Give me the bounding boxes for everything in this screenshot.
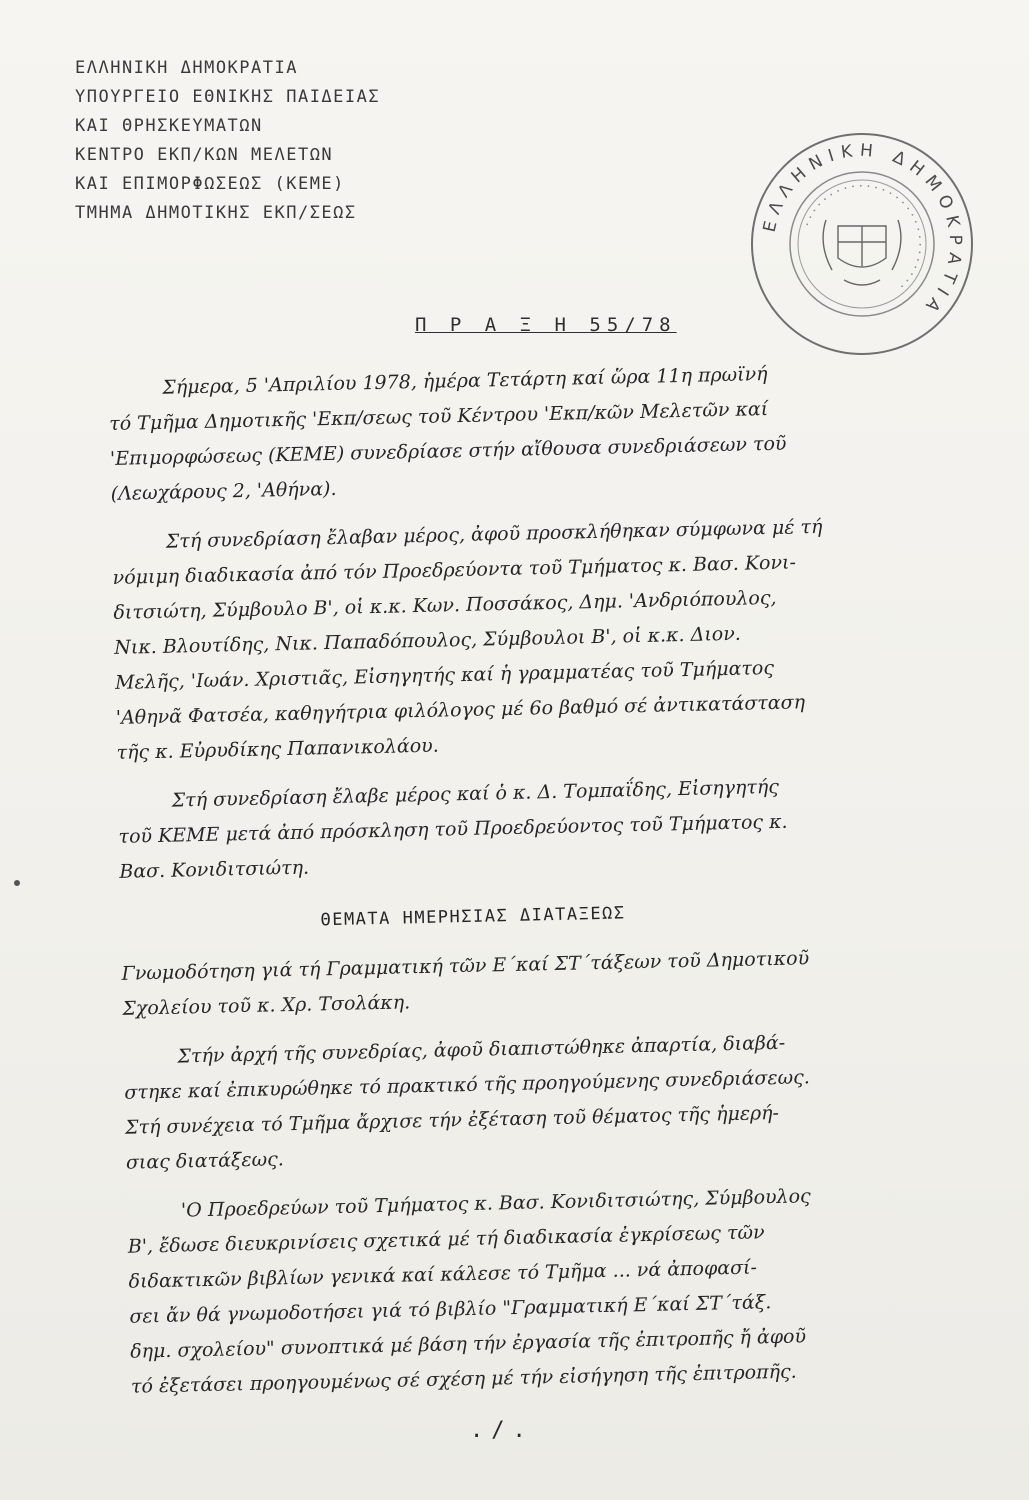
- text-line: δημ. σχολείου" συνοπτικά μέ βάση τήν ἐργασία τῆς ἐπιτροπῆς ἤ ἀφοῦ: [129, 1325, 807, 1363]
- paragraph-quorum: [123, 1021, 1016, 1181]
- margin-dot: [14, 880, 20, 886]
- text-line: τῆς κ. Εὐρυδίκης Παπανικολάου.: [116, 734, 439, 764]
- letterhead-line: ΤΜΗΜΑ ΔΗΜΟΤΙΚΗΣ ΕΚΠ/ΣΕΩΣ: [75, 203, 357, 223]
- text-line: 'Ο Προεδρεύων τοῦ Τμήματος κ. Βασ. Κονιδιτσιώτης, Σύμβουλος: [180, 1185, 811, 1222]
- text-line: νόμιμη διαδικασία ἀπό τόν Προεδρεύοντα τοῦ Τμήματος κ. Βασ. Κονι-: [112, 551, 797, 589]
- text-line: τοῦ ΚΕΜΕ μετά ἀπό πρόσκληση τοῦ Προεδρεύοντος τοῦ Τμήματος κ.: [118, 810, 788, 848]
- text-line: Σχολείου τοῦ κ. Χρ. Τσολάκη.: [122, 991, 411, 1020]
- letterhead-line: ΚΑΙ ΕΠΙΜΟΡΦΩΣΕΩΣ (ΚΕΜΕ): [75, 174, 345, 194]
- text-line: στηκε καί ἐπικυρώθηκε τό πρακτικό τῆς προηγούμενης συνεδριάσεως.: [124, 1066, 810, 1104]
- text-line: Στή συνεδρίαση ἔλαβαν μέρος, ἀφοῦ προσκλήθηκαν σύμφωνα μέ τή: [165, 515, 823, 553]
- paragraph-guest: [117, 765, 1009, 890]
- text-line: 'Αθηνᾶ Φατσέα, καθηγήτρια φιλόλογος μέ 6ο βαθμό σέ ἀντικατάσταση: [115, 691, 806, 729]
- letterhead-line: ΥΠΟΥΡΓΕΙΟ ΕΘΝΙΚΗΣ ΠΑΙΔΕΙΑΣ: [75, 87, 381, 107]
- agenda-heading: ΘΕΜΑΤΑ ΗΜΕΡΗΣΙΑΣ ΔΙΑΤΑΞΕΩΣ: [320, 903, 626, 931]
- letterhead: [75, 56, 495, 230]
- text-line: διδακτικῶν βιβλίων γενικά καί κάλεσε τό Τμῆμα ... νά ἀποφασί-: [128, 1256, 758, 1293]
- continuation-marker: ./.: [470, 1418, 534, 1443]
- seal-inner-text: • • • • • • • • • • • • • • • • • • • • • • • • • • • •: [804, 182, 924, 291]
- letterhead-line: ΚΕΝΤΡΟ ΕΚΠ/ΚΩΝ ΜΕΛΕΤΩΝ: [75, 145, 334, 165]
- text-line: Γνωμοδότηση γιά τή Γραμματική τῶν Ε΄καί ΣΤ΄τάξεων τοῦ Δημοτικοῦ: [121, 947, 810, 985]
- text-line: σιας διατάξεως.: [125, 1148, 284, 1174]
- text-line: Στή συνεδρίαση ἔλαβε μέρος καί ὁ κ. Δ. Τομπαΐδης, Εἰσηγητής: [171, 775, 780, 812]
- text-line: Β', ἔδωσε διευκρινίσεις σχετικά μέ τή διαδικασία ἐγκρίσεως τῶν: [127, 1221, 765, 1258]
- seal-emblem: [823, 220, 901, 285]
- paragraph-agenda: [121, 937, 1012, 1027]
- text-line: 'Επιμορφώσεως (ΚΕΜΕ) συνεδρίασε στήν αἴθουσα συνεδριάσεων τοῦ: [109, 432, 787, 470]
- document-title: Π Ρ Α Ξ Η 55/78: [415, 314, 677, 336]
- text-line: Βασ. Κονιδιτσιώτη.: [119, 856, 310, 883]
- paragraph-attendees: [111, 506, 1006, 771]
- text-line: Σήμερα, 5 'Απριλίου 1978, ἡμέρα Τετάρτη καί ὥρα 11η πρωϊνή: [162, 363, 768, 399]
- text-line: διτσιώτη, Σύμβουλο Β', οἱ κ.κ. Κων. Ποσσάκος, Δημ. 'Ανδριόπουλος,: [113, 586, 777, 624]
- text-line: σει ἄν θά γνωμοδοτήσει γιά τό βιβλίο "Γραμματική Ε΄καί ΣΤ΄τάξ.: [129, 1291, 772, 1328]
- paragraph-session-date: [108, 352, 1001, 512]
- letterhead-line: ΚΑΙ ΘΡΗΣΚΕΥΜΑΤΩΝ: [75, 116, 263, 136]
- text-line: Μελῆς, 'Ιωάν. Χριστιᾶς, Εἰσηγητής καί ἡ γραμματέας τοῦ Τμήματος: [114, 656, 775, 694]
- letterhead-line: ΕΛΛΗΝΙΚΗ ΔΗΜΟΚΡΑΤΙΑ: [75, 58, 298, 78]
- seal-outer-text-value: ΕΛΛΗΝΙΚΗ ΔΗΜΟΚΡΑΤΙΑ: [759, 140, 966, 321]
- document-body: [108, 352, 1022, 1419]
- text-line: τό Τμῆμα Δημοτικῆς 'Εκπ/σεως τοῦ Κέντρου 'Εκπ/κῶν Μελετῶν καί: [108, 398, 769, 435]
- text-line: Νικ. Βλουτίδης, Νικ. Παπαδόπουλος, Σύμβουλοι Β', οἱ κ.κ. Διον.: [114, 622, 742, 659]
- paragraph-chair-remarks: [127, 1175, 1022, 1405]
- text-line: Στή συνέχεια τό Τμῆμα ἄρχισε τήν ἐξέταση τοῦ θέματος τῆς ἡμερή-: [124, 1101, 780, 1139]
- text-line: τό ἐξετάσει προηγουμένως σέ σχέση μέ τήν εἰσήγηση τῆς ἐπιτροπῆς.: [130, 1360, 797, 1398]
- official-seal-stamp: [748, 130, 976, 358]
- text-line: Στήν ἀρχή τῆς συνεδρίας, ἀφοῦ διαπιστώθηκε ἀπαρτία, διαβά-: [177, 1031, 786, 1068]
- text-line: (Λεωχάρους 2, 'Αθήνα).: [110, 477, 337, 505]
